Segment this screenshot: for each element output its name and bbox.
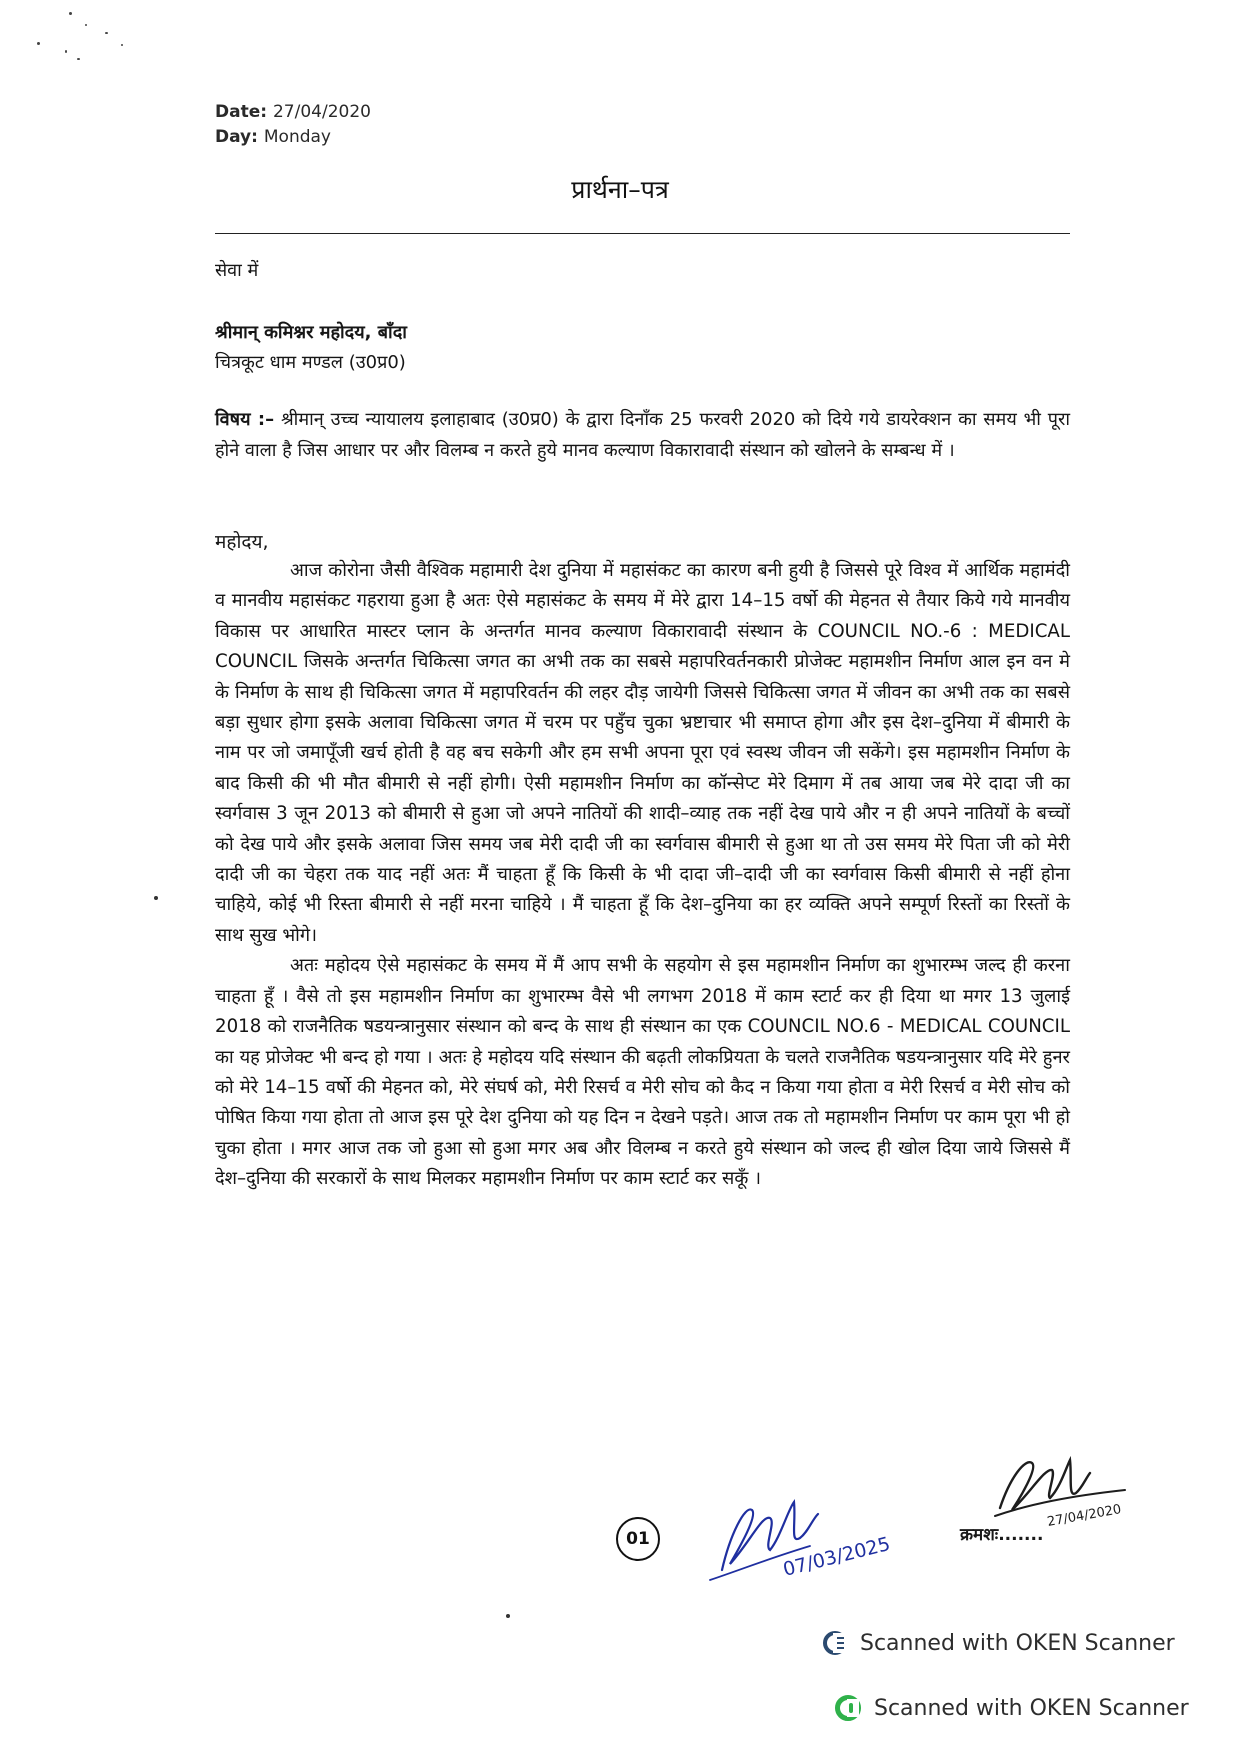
scanner-watermark-bottom (834, 1694, 1189, 1722)
page-number: 01 (616, 1517, 660, 1561)
scan-specks (25, 10, 135, 70)
document-title: प्रार्थना–पत्र (571, 175, 669, 204)
signature-2 (700, 1480, 930, 1590)
date-block (215, 100, 371, 150)
salutation-to: सेवा में (215, 260, 259, 281)
subject-label: विषय :– (215, 409, 275, 430)
date-value: 27/04/2020 (272, 102, 371, 122)
body-paragraph-1: आज कोरोना जैसी वैश्विक महामारी देश दुनिया में महासंकट का कारण बनी हुयी है जिससे पूरे विश्व में आर्थिक महामंदी व मानवीय महासंकट गहराया हुआ है अतः ऐसे महासंकट के समय में मेरे द्वारा 14–15 वर्षो की मेहनत से तैयार किये गये मानवीय विकास पर आधारित मास्टर प्लान के अन्तर्गत मानव कल्याण विकारावादी संस्थान के COUNCIL NO.-6 : MEDICAL COUNCIL जिसके अन्तर्गत चिकित्सा जगत का अभी तक का सबसे महापरिवर्तनकारी प्रोजेक्ट महामशीन निर्माण आल इन वन मे के निर्माण के साथ ही चिकित्सा जगत में महापरिवर्तन की लहर दौड़ जायेगी जिससे चिकित्सा जगत में जीवन का अभी तक का सबसे बड़ा सुधार होगा इसके अलावा चिकित्सा जगत में चरम पर पहुँच चुका भ्रष्टाचार भी समाप्त होगा और इस देश–दुनिया में बीमारी के नाम पर जो जमापूँजी खर्च होती है वह बच सकेगी और हम सभी अपना पूरा एवं स्वस्थ जीवन जी सकेंगे। इस महामशीन निर्माण के बाद किसी की भी मौत बीमारी से नहीं होगी। ऐसी महामशीन निर्माण का कॉन्सेप्ट मेरे दिमाग में तब आया जब मेरे दादा जी का स्वर्गवास 3 जून 2013 को बीमारी से हुआ जो अपने नातियों की शादी–व्याह तक नहीं देख पाये और न ही अपने नातियों के बच्चों को देख पाये और इसके अलावा जिस समय जब मेरी दादी जी का स्वर्गवास बीमारी से हुआ था तो उस समय मेरे पिता जी को मेरी दादी जी का चेहरा तक याद नहीं अतः मैं चाहता हूँ कि किसी के भी दादा जी–दादी जी का स्वर्गवास किसी बीमारी से नहीं होना चाहिये, कोई भी रिस्ता बीमारी से नहीं मरना चाहिये । मैं चाहता हूँ कि देश–दुनिया का हर व्यक्ति अपने सम्पूर्ण रिस्तों का रिस्तों के साथ सुख भोगे। (215, 560, 1070, 946)
oken-scanner-icon (834, 1694, 862, 1722)
signature-1 (990, 1438, 1140, 1533)
title-underline (215, 233, 1070, 234)
letter-body (215, 556, 1070, 1195)
oken-scanner-icon (822, 1630, 848, 1656)
addressee (215, 318, 1070, 378)
body-paragraph-2: अतः महोदय ऐसे महासंकट के समय में मैं आप सभी के सहयोग से इस महामशीन निर्माण का शुभारम्भ जल्द ही करना चाहता हूँ । वैसे तो इस महामशीन निर्माण का शुभारम्भ वैसे भी लगभग 2018 में काम स्टार्ट कर ही दिया था मगर 13 जुलाई 2018 को राजनैतिक षडयन्त्रानुसार संस्थान को बन्द के साथ ही संस्थान का एक COUNCIL NO.6 - MEDICAL COUNCIL का यह प्रोजेक्ट भी बन्द हो गया । अतः हे महोदय यदि संस्थान की बढ़ती लोकप्रियता के चलते राजनैतिक षडयन्त्रानुसार यदि मेरे हुनर को मेरे 14–15 वर्षो की मेहनत को, मेरे संघर्ष को, मेरी रिसर्च व मेरी सोच को कैद न किया गया होता व मेरी रिसर्च व मेरी सोच को पोषित किया गया होता तो आज इस पूरे देश दुनिया को यह दिन न देखने पड़ते। आज तक तो महामशीन निर्माण पर काम पूरा भी हो चुका होता । मगर आज तक जो हुआ सो हुआ मगर अब और विलम्ब न करते हुये संस्थान को जल्द ही खोल दिया जाये जिससे मैं देश–दुनिया की सरकारों के साथ मिलकर महामशीन निर्माण पर काम स्टार्ट कर सकूँ । (215, 955, 1070, 1190)
scanner-watermark-text: Scanned with OKEN Scanner (860, 1630, 1175, 1656)
stray-mark (506, 1614, 510, 1618)
day-value: Monday (263, 127, 331, 147)
stray-mark (154, 896, 158, 900)
date-line (215, 100, 371, 125)
addressee-line-1: श्रीमान् कमिश्नर महोदय, बाँदा (215, 322, 407, 343)
signature-2-date: 07/03/2025 (780, 1533, 893, 1581)
scanner-watermark-text: Scanned with OKEN Scanner (874, 1695, 1189, 1721)
continued-marker: क्रमशः....... (960, 1525, 1044, 1545)
day-line (215, 125, 371, 150)
addressee-line-2: चित्रकूट धाम मण्डल (उ0प्र0) (215, 352, 406, 373)
greeting: महोदय, (215, 531, 269, 553)
signature-1-date: 27/04/2020 (1046, 1502, 1123, 1530)
subject-text: श्रीमान् उच्च न्यायालय इलाहाबाद (उ0प्र0) के द्वारा दिनाँक 25 फरवरी 2020 को दिये गये डायरेक्शन का समय भी पूरा होने वाला है जिस आधार पर और विलम्ब न करते हुये मानव कल्याण विकारावादी संस्थान को खोलने के सम्बन्ध में । (215, 409, 1070, 461)
date-label: Date: (215, 102, 268, 122)
scanner-watermark-top (822, 1630, 1175, 1656)
day-label: Day: (215, 127, 258, 147)
subject (215, 404, 1070, 466)
